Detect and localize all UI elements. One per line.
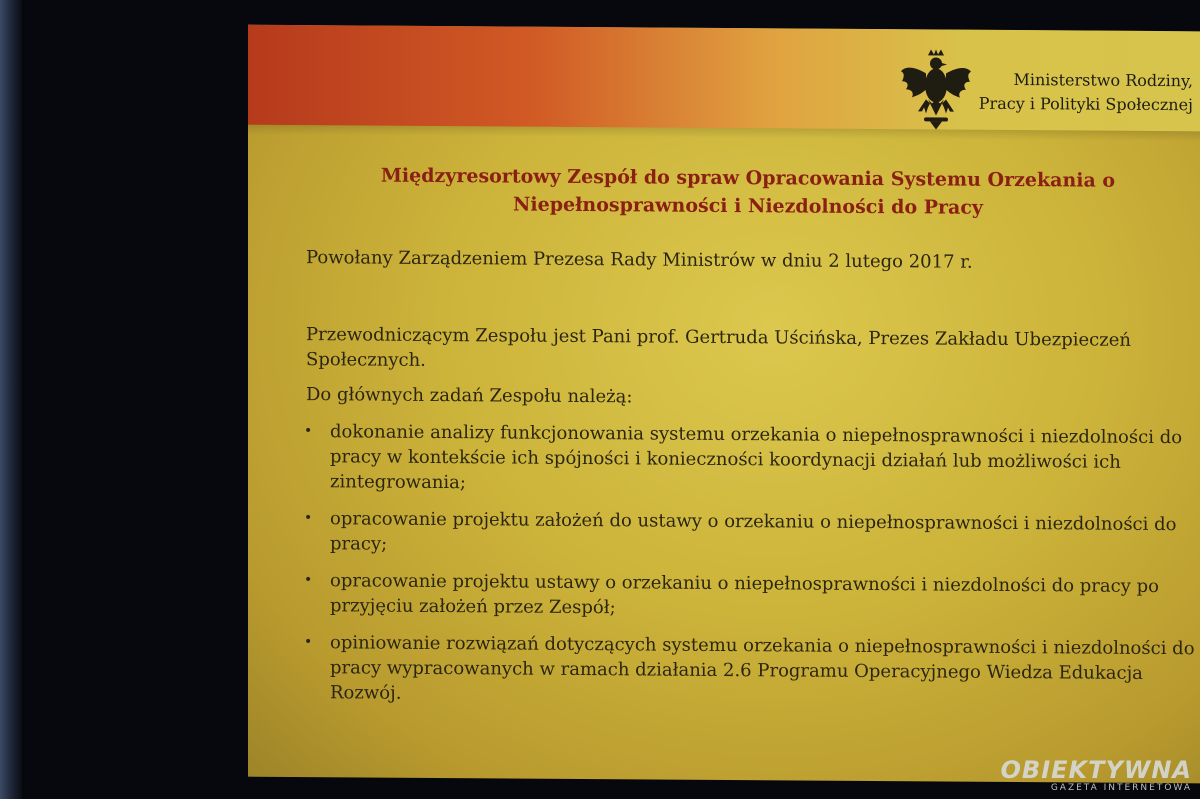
list-item-text: opracowanie projektu założeń do ustawy o orzekaniu o niepełnosprawności i niezdolności do pracy; <box>330 508 1177 555</box>
screen-left-edge <box>0 0 22 799</box>
list-item <box>298 630 1198 711</box>
bullet-icon: • <box>304 510 313 527</box>
tasks-list <box>298 419 1198 723</box>
slide-title-line-1: Międzyresortowy Zespół do spraw Opracowania Systemu Orzekania o <box>380 164 1116 192</box>
list-item <box>298 568 1198 624</box>
watermark-logo <box>992 757 1192 793</box>
list-item-text: dokonanie analizy funkcjonowania systemu orzekania o niepełnosprawności i niezdolności do pracy w kontekście ich spójności i konieczności koordynacji działań lub możliwości ich zintegrowania; <box>330 421 1183 494</box>
list-item-text: opracowanie projektu ustawy o orzekaniu o niepełnosprawności i niezdolności do pracy po przyjęciu założeń przez Zespół; <box>330 570 1159 619</box>
polish-eagle-emblem-icon <box>900 49 972 132</box>
presentation-slide <box>248 25 1200 784</box>
bullet-icon: • <box>304 572 313 589</box>
watermark-sub-text: GAZETA INTERNETOWA <box>1050 783 1192 793</box>
ministry-line-1: Ministerstwo Rodziny, <box>1013 70 1193 91</box>
bullet-icon: • <box>304 423 313 440</box>
slide-title <box>348 161 1148 223</box>
bullet-icon: • <box>304 634 313 651</box>
chair-paragraph: Przewodniczącym Zespołu jest Pani prof. Gertruda Uścińska, Prezes Zakładu Ubezpieczeń Społecznych. <box>306 324 1131 371</box>
ministry-line-2: Pracy i Polityki Społecznej <box>978 93 1193 115</box>
list-item-text: opiniowanie rozwiązań dotyczących systemu orzekania o niepełnosprawności i niezdolności do pracy wypracowanych w ramach działania 2.6 Programu Operacyjnego Wiedza Edukacja Rozwój. <box>330 632 1195 704</box>
appointment-paragraph: Powołany Zarządzeniem Prezesa Rady Ministrów w dniu 2 lutego 2017 r. <box>306 247 973 273</box>
list-item <box>298 419 1198 500</box>
slide-title-line-2: Niepełnosprawności i Niezdolności do Pracy <box>513 193 983 219</box>
watermark-main-text: OBIEKTYWNA <box>1000 756 1192 784</box>
list-item <box>298 506 1198 562</box>
ministry-name <box>978 68 1193 118</box>
tasks-intro: Do głównych zadań Zespołu należą: <box>306 384 633 408</box>
